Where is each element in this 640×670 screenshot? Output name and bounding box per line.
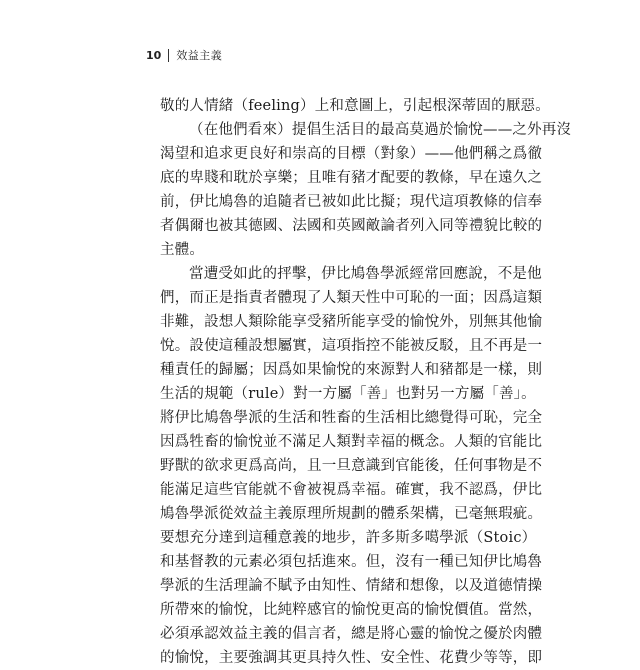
text-line: 渴望和追求更良好和崇高的目標（對象）——他們稱之爲徹 (160, 146, 543, 162)
text-line: 者偶爾也被其德國、法國和英國敵論者列入同等禮貌比較的 (160, 218, 543, 234)
text-line: 前，伊比鳩魯的追隨者已被如此比擬；現代這項教條的信奉 (160, 194, 543, 210)
text-line: 當遭受如此的抨擊，伊比鳩魯學派經常回應說，不是他 (189, 266, 542, 282)
text-line: 因爲牲畜的愉悅並不滿足人類對幸福的概念。人類的官能比 (160, 434, 543, 450)
text-line: 底的卑賤和耽於享樂；且唯有豬才配要的教條，早在遠久之 (160, 170, 543, 186)
text-line: 鳩魯學派從效益主義原理所規劃的體系架構，已毫無瑕疵。 (160, 506, 543, 522)
text-line: 們，而正是指責者體現了人類天性中可恥的一面；因爲這類 (160, 290, 543, 306)
text-line: 主體。 (160, 242, 205, 258)
text-line: 和基督教的元素必須包括進來。但，沒有一種已知伊比鳩魯 (160, 554, 543, 570)
text-line: 學派的生活理論不賦予由知性、情緒和想像，以及道德情操 (160, 578, 543, 594)
text-line: 敬的人情緒（feeling）上和意圖上，引起根深蒂固的厭惡。 (160, 98, 550, 114)
text-line: 種責任的歸屬；因爲如果愉悅的來源對人和豬都是一樣，則 (160, 362, 543, 378)
body-text (160, 94, 572, 670)
running-title: 效益主義 (176, 49, 223, 62)
text-line: 野獸的欲求更爲高尚，且一旦意識到官能後，任何事物是不 (160, 458, 543, 474)
text-line: （在他們看來）提倡生活目的最高莫過於愉悅——之外再沒 (189, 122, 572, 138)
text-line: 非難，設想人類除能享受豬所能享受的愉悅外，別無其他愉 (160, 314, 543, 330)
text-line: 能滿足這些官能就不會被視爲幸福。確實，我不認爲，伊比 (160, 482, 543, 498)
page-number: 10 (146, 48, 162, 62)
text-line: 將伊比鳩魯學派的生活和牲畜的生活相比總覺得可恥，完全 (160, 410, 543, 426)
text-line: 悅。設使這種設想屬實，這項指控不能被反駁，且不再是一 (160, 338, 543, 354)
text-line: 生活的規範（rule）對一方屬「善」也對另一方屬「善」。 (160, 386, 536, 402)
text-line: 所帶來的愉悅，比純粹感官的愉悅更高的愉悅價值。當然， (160, 602, 543, 618)
text-line: 的愉悅，主要強調其更具持久性、安全性、花費少等等，即 (160, 650, 543, 666)
text-line: 必須承認效益主義的倡言者，總是將心靈的愉悅之優於肉體 (160, 626, 543, 642)
page-header (146, 46, 222, 64)
text-line: 要想充分達到這種意義的地步，許多斯多噶學派（Stoic） (160, 530, 537, 546)
header-divider (168, 49, 169, 62)
